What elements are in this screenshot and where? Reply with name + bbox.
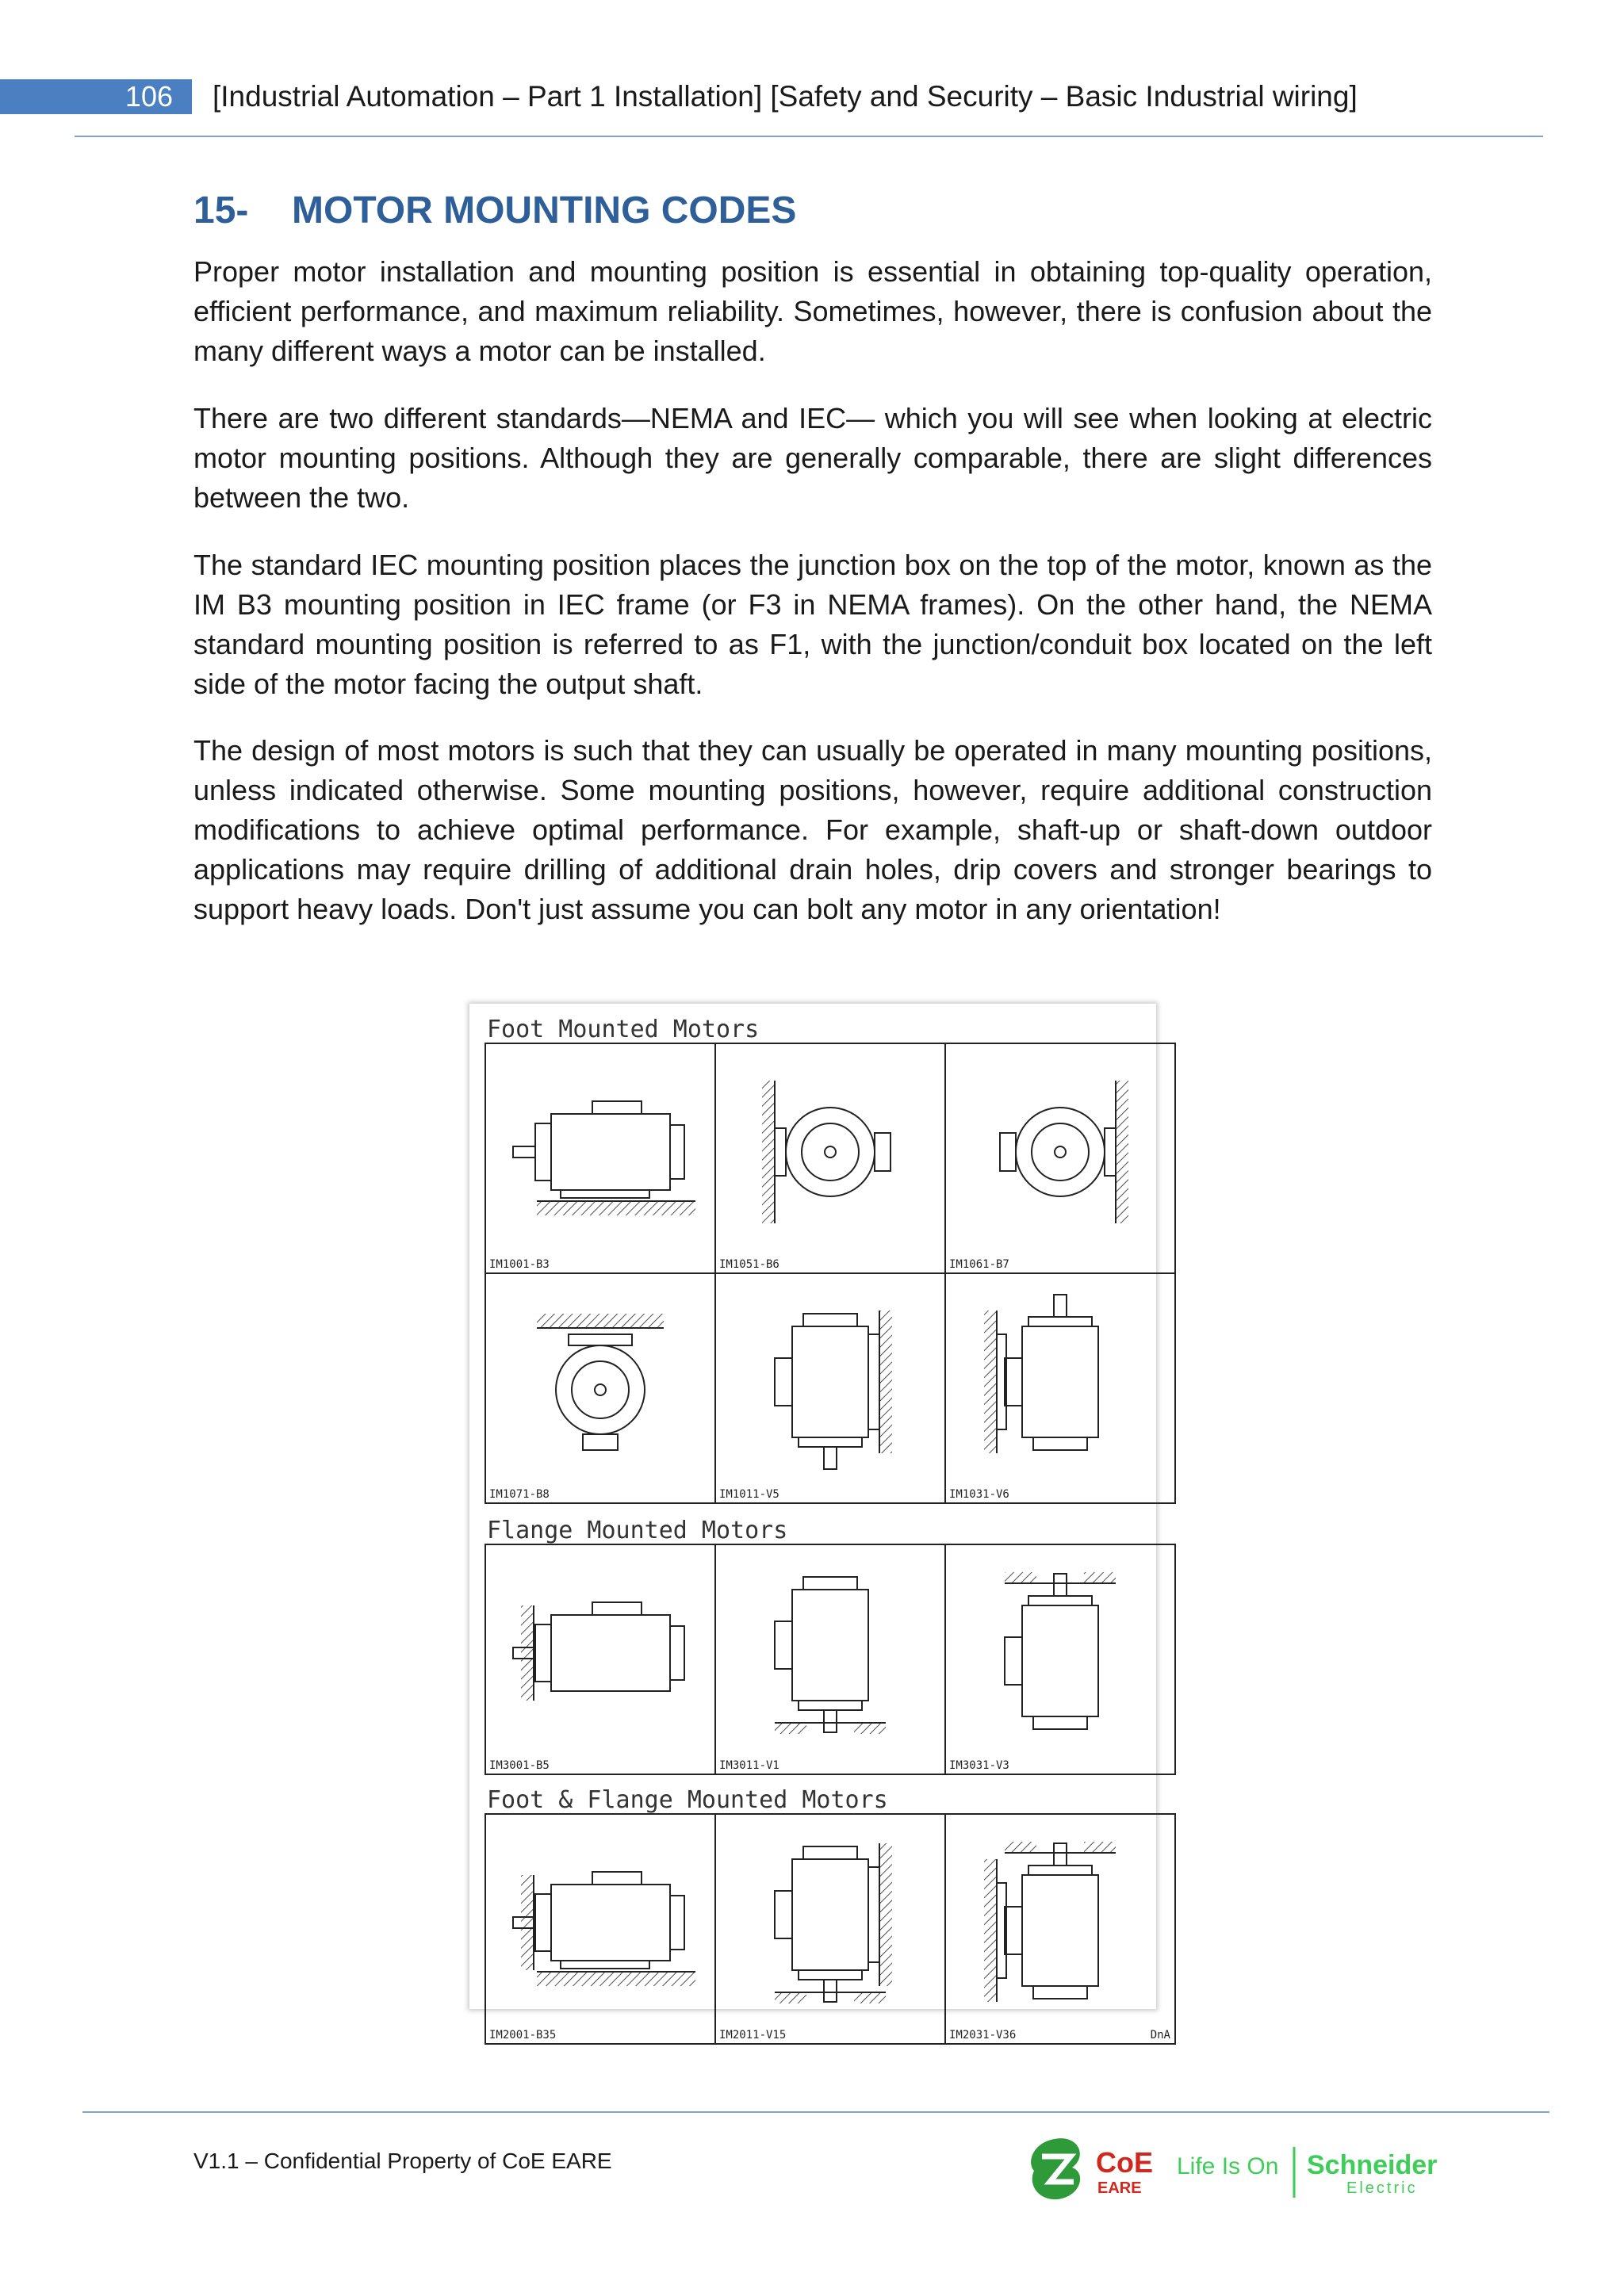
mounting-code-label: IM1001-B3 <box>489 1258 550 1271</box>
mounting-code-label: IM1031-V6 <box>949 1488 1009 1501</box>
coe-logo-icon <box>1031 2138 1080 2199</box>
mounting-code-label: IM2031-V36 <box>949 2029 1017 2042</box>
footer-rule <box>82 2111 1549 2113</box>
mounting-cell <box>485 1544 715 1774</box>
footer-text: V1.1 – Confidential Property of CoE EARE <box>193 2149 612 2173</box>
mounting-cell <box>485 1273 715 1503</box>
mounting-code-label: IM3001-B5 <box>489 1759 550 1772</box>
paragraph-2: There are two different standards—NEMA and IEC— which you will see when looking at electric motor mounting positions. Although they are generally comparable, there are slight differences between the two. <box>193 402 1432 514</box>
mounting-code-label: IM2011-V15 <box>719 2029 787 2042</box>
figure-credit: DnA <box>1150 2029 1170 2042</box>
section-title-text: MOTOR MOUNTING CODES <box>292 189 797 232</box>
figure-grid-frame <box>485 1544 1175 1774</box>
figure-section-heading: Foot & Flange Mounted Motors <box>487 1786 888 1814</box>
figure-section-heading: Foot Mounted Motors <box>487 1016 760 1043</box>
mounting-code-label: IM1071-B8 <box>489 1488 550 1501</box>
footer-logos <box>1023 2133 1467 2204</box>
mounting-cell <box>945 1814 1175 2044</box>
mounting-code-label: IM3031-V3 <box>949 1759 1009 1772</box>
paragraph-3: The standard IEC mounting position places the junction box on the top of the motor, known as the IM B3 mounting position in IEC frame (or F3 in NEMA frames). On the other hand, the NEMA standard mounting position is referred to as F1, with the junction/conduit box located on the left side of the motor facing the output shaft. <box>193 549 1432 700</box>
mounting-cell <box>945 1273 1175 1503</box>
page-number: 106 <box>0 79 192 114</box>
mounting-cell <box>715 1814 945 2044</box>
section-number: 15- <box>193 189 249 232</box>
eare-logo-text: EARE <box>1097 2179 1142 2197</box>
mounting-cell <box>715 1544 945 1774</box>
running-header: [Industrial Automation – Part 1 Installation] [Safety and Security – Basic Industrial wiring] <box>213 80 1358 113</box>
mounting-code-label: IM2001-B35 <box>489 2029 557 2042</box>
mounting-cell <box>485 1814 715 2044</box>
electric-logo-text: Electric <box>1346 2179 1418 2197</box>
paragraph-1: Proper motor installation and mounting position is essential in obtaining top-quality operation, efficient performance, and maximum reliability. Sometimes, however, there is confusion about the many different ways a motor can be installed. <box>193 255 1432 367</box>
header-rule <box>75 136 1543 137</box>
mounting-code-label: IM1051-B6 <box>719 1258 779 1271</box>
mounting-cell <box>485 1043 715 1273</box>
motor-mounting-diagram <box>469 1004 1170 2042</box>
mounting-cell <box>945 1043 1175 1273</box>
coe-logo-text: CoE <box>1096 2146 1153 2179</box>
section-title <box>193 189 796 232</box>
mounting-code-label: IM1011-V5 <box>719 1488 779 1501</box>
motor-mounting-figure <box>469 1004 1170 2042</box>
paragraph-4: The design of most motors is such that they can usually be operated in many mounting positions, unless indicated otherwise. Some mounting positions, however, require additional construction modifications to achieve optimal performance. For example, shaft-up or shaft-down outdoor applications may require drilling of additional drain holes, drip covers and stronger bearings to support heavy loads. Don't just assume you can bolt any motor in any orientation! <box>193 734 1432 925</box>
figure-section-heading: Flange Mounted Motors <box>487 1517 788 1544</box>
figure-grid-frame <box>485 1814 1175 2044</box>
mounting-cell <box>715 1273 945 1503</box>
life-is-on-text: Life Is On <box>1177 2153 1279 2179</box>
schneider-logo-text: Schneider <box>1307 2150 1438 2180</box>
mounting-cell <box>715 1043 945 1273</box>
mounting-cell <box>945 1544 1175 1774</box>
mounting-code-label: IM1061-B7 <box>949 1258 1009 1271</box>
mounting-code-label: IM3011-V1 <box>719 1759 779 1772</box>
